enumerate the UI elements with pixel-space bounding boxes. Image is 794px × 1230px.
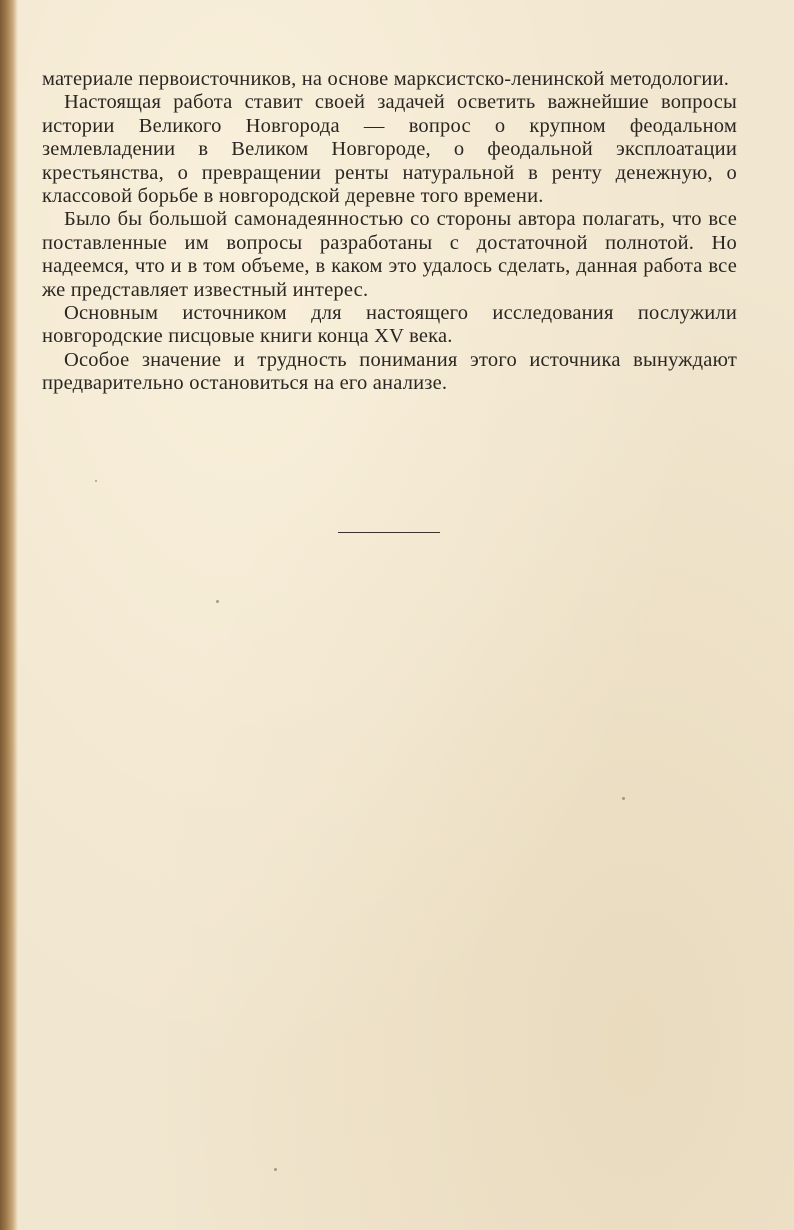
paper-speck [622,797,625,800]
paragraph-main-source: Основным источником для настоящего исследования послужили новгородские писцовые книги конца XV века. [42,302,737,348]
paragraph-research-goals: Настоящая работа ставит своей задачей осветить важнейшие вопросы истории Великого Новгорода — вопрос о крупном феодальном землевладении в Великом Новгороде, о феодальной эксплоатации крестьянства, о превращении ренты натуральной в ренту денежную, о классовой борьбе в новгородской деревне того времени. [42,91,737,208]
paragraph-author-note: Было бы большой самонадеянностью со стороны автора полагать, что все поставленные им вопросы разработаны с достаточной полнотой. Но надеемся, что и в том объеме, в каком это удалось сделать, данная работа все же представляет известный интерес. [42,208,737,301]
page-body-text [42,68,737,396]
paragraph-continuation: материале первоисточников, на основе марксистско-ленинской методологии. [42,68,730,90]
section-divider-line [338,532,440,533]
paper-speck [95,480,97,482]
paper-speck [274,1168,277,1171]
paper-speck [216,600,219,603]
book-spine-edge [0,0,18,1230]
paragraph-source-analysis: Особое значение и трудность понимания этого источника вынуждают предварительно остановиться на его анализе. [42,348,737,395]
